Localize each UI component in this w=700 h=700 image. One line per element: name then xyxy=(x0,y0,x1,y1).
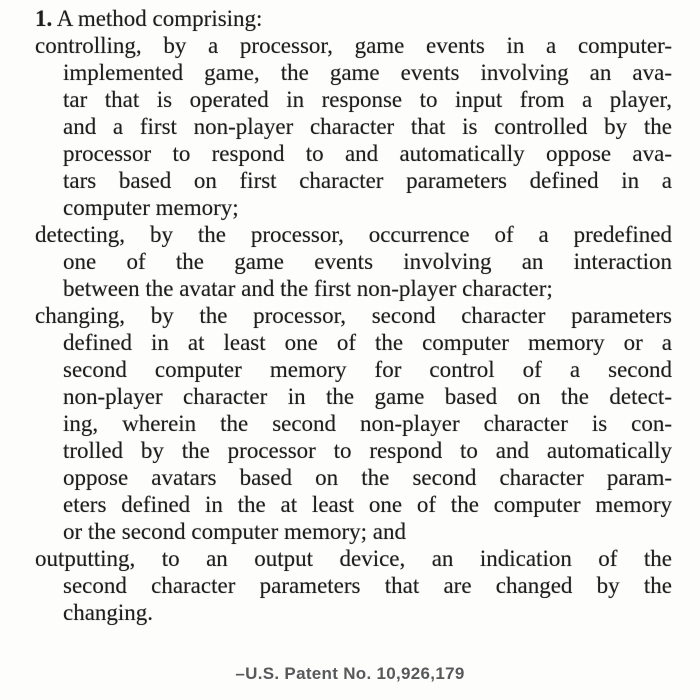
claim-line: between the avatar and the first non-player character; xyxy=(63,276,553,301)
claim-heading xyxy=(35,5,672,32)
claim-line: changing. xyxy=(63,600,154,625)
claim-body xyxy=(35,5,672,626)
claim-preamble: A method comprising: xyxy=(52,6,263,31)
claim-line: outputting, to an output device, an indication of the xyxy=(35,546,672,571)
claim-paragraph xyxy=(35,302,672,545)
claim-line: or the second computer memory; and xyxy=(63,519,406,544)
claim-line: second character parameters that are changed by the xyxy=(63,573,672,598)
claim-paragraphs xyxy=(35,32,672,626)
claim-line: trolled by the processor to respond to and automatically xyxy=(63,438,672,463)
claim-line: ing, wherein the second non-player character is con- xyxy=(63,411,672,436)
claim-paragraph xyxy=(35,545,672,626)
claim-line: changing, by the processor, second character parameters xyxy=(35,303,672,328)
claim-line: defined in at least one of the computer memory or a xyxy=(63,330,672,355)
claim-line: oppose avatars based on the second character param- xyxy=(63,465,672,490)
claim-line: non-player character in the game based on the detect- xyxy=(63,384,672,409)
claim-line: eters defined in the at least one of the computer memory xyxy=(63,492,672,517)
claim-line: one of the game events involving an interaction xyxy=(63,249,672,274)
claim-line: second computer memory for control of a second xyxy=(63,357,672,382)
claim-line: implemented game, the game events involving an ava- xyxy=(63,60,672,85)
claim-line: processor to respond to and automatically oppose ava- xyxy=(63,141,672,166)
claim-line: and a first non-player character that is controlled by the xyxy=(63,114,672,139)
patent-attribution: –U.S. Patent No. 10,926,179 xyxy=(235,664,465,683)
claim-line: controlling, by a processor, game events in a computer- xyxy=(35,33,672,58)
claim-line: tar that is operated in response to input from a player, xyxy=(63,87,672,112)
claim-line: computer memory; xyxy=(63,195,239,220)
claim-line: detecting, by the processor, occurrence of a predefined xyxy=(35,222,672,247)
claim-number: 1. xyxy=(35,6,53,31)
claim-paragraph xyxy=(35,32,672,221)
claim-line: tars based on first character parameters defined in a xyxy=(63,168,672,193)
claim-paragraph xyxy=(35,221,672,302)
